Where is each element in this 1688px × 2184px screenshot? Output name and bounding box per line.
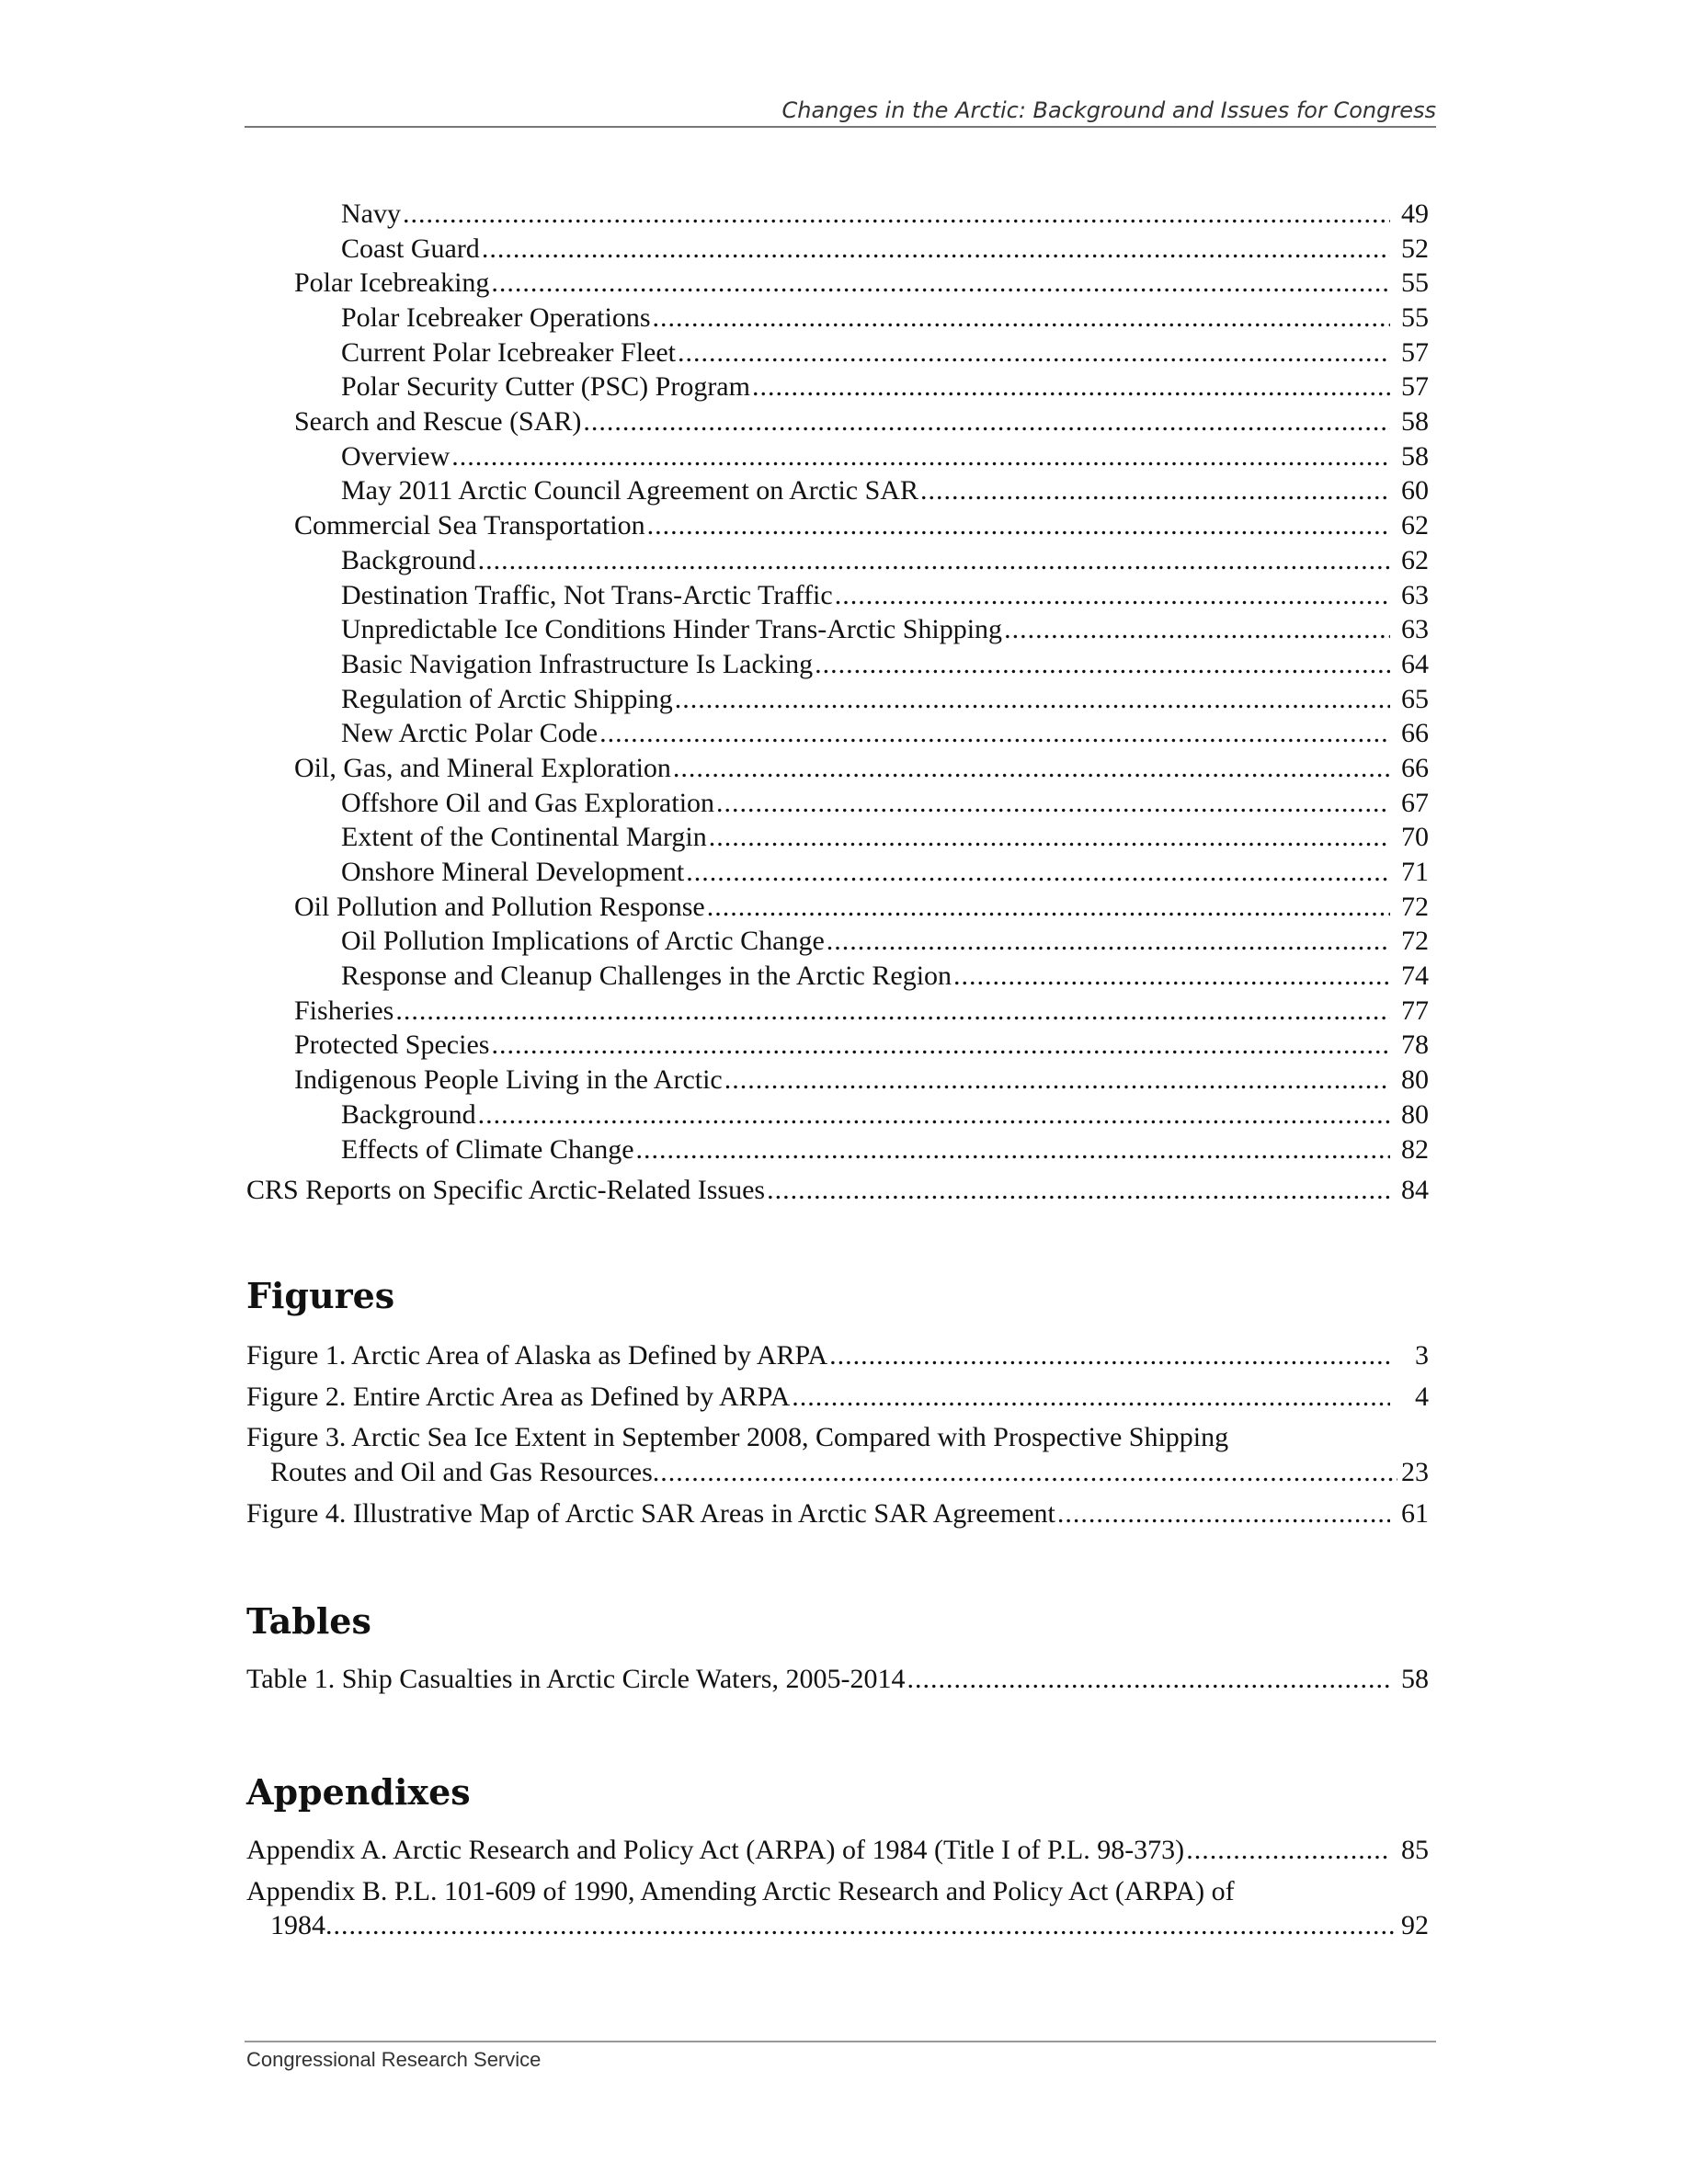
toc-entry-title: Extent of the Continental Margin bbox=[341, 820, 709, 855]
toc-entry[interactable] bbox=[246, 855, 1429, 890]
toc-entry-page: 62 bbox=[1401, 544, 1429, 575]
toc-entry-title-continued: Routes and Oil and Gas Resources bbox=[270, 1457, 653, 1488]
toc-entry-page: 58 bbox=[1401, 1663, 1429, 1694]
dot-leader bbox=[491, 266, 1390, 301]
toc-entry-page: 67 bbox=[1401, 787, 1429, 818]
toc-entry[interactable] bbox=[246, 1098, 1429, 1132]
toc-entry[interactable] bbox=[246, 474, 1429, 509]
toc-entry[interactable] bbox=[246, 1420, 1429, 1489]
dot-leader bbox=[920, 473, 1390, 508]
toc-entry-title: Polar Icebreaker Operations bbox=[341, 301, 653, 336]
toc-entry-page: 78 bbox=[1401, 1029, 1429, 1061]
dot-leader bbox=[678, 336, 1390, 370]
toc-entry-title: Background bbox=[341, 543, 478, 578]
toc-entry-title: Figure 2. Entire Arctic Area as Defined by ARPA bbox=[246, 1380, 792, 1415]
toc-entry-title: May 2011 Arctic Council Agreement on Arctic SAR bbox=[341, 473, 920, 508]
running-header: Changes in the Arctic: Background and Issues for Congress bbox=[781, 97, 1436, 123]
toc-entry[interactable] bbox=[246, 647, 1429, 682]
dot-leader bbox=[395, 994, 1390, 1029]
toc-entry[interactable] bbox=[246, 1662, 1429, 1697]
toc-entry-page: 66 bbox=[1401, 718, 1429, 749]
toc-entry-title: Figure 1. Arctic Area of Alaska as Defined by ARPA bbox=[246, 1338, 829, 1373]
toc-entry-title-continued: 1984 bbox=[270, 1910, 325, 1941]
toc-entry-page: 65 bbox=[1401, 683, 1429, 714]
dot-leader bbox=[767, 1173, 1390, 1208]
toc-entry-title: Basic Navigation Infrastructure Is Lacking bbox=[341, 647, 815, 682]
dot-leader bbox=[491, 1028, 1390, 1063]
toc-entry-title: Offshore Oil and Gas Exploration bbox=[341, 786, 716, 821]
header-rule bbox=[245, 126, 1436, 128]
toc-entry-title: New Arctic Polar Code bbox=[341, 716, 599, 751]
toc-entry-page: 64 bbox=[1401, 648, 1429, 679]
toc-entry-page: 70 bbox=[1401, 822, 1429, 853]
dot-leader bbox=[451, 439, 1390, 474]
toc-entry[interactable] bbox=[246, 612, 1429, 647]
dot-leader bbox=[599, 716, 1390, 751]
toc-entry[interactable] bbox=[246, 1132, 1429, 1167]
dot-leader bbox=[636, 1132, 1390, 1167]
dot-leader bbox=[953, 959, 1390, 994]
dot-leader bbox=[1186, 1833, 1390, 1868]
toc-entry-title: Search and Rescue (SAR) bbox=[294, 404, 583, 439]
dot-leader bbox=[815, 647, 1390, 682]
toc-entry[interactable] bbox=[246, 370, 1429, 404]
toc-entry-title: Commercial Sea Transportation bbox=[294, 508, 647, 543]
toc-entry-page: 82 bbox=[1401, 1133, 1429, 1165]
toc-entry[interactable] bbox=[246, 197, 1429, 232]
toc-entry-title: Destination Traffic, Not Trans-Arctic Traffic bbox=[341, 578, 835, 613]
toc-entry-title: Polar Security Cutter (PSC) Program bbox=[341, 370, 752, 404]
toc-entry[interactable] bbox=[246, 994, 1429, 1029]
toc-entry-page: 72 bbox=[1401, 926, 1429, 957]
contents-list bbox=[246, 197, 1429, 1208]
toc-entry-page: 58 bbox=[1401, 406, 1429, 438]
toc-entry-page: 61 bbox=[1401, 1497, 1429, 1529]
dot-leader bbox=[403, 197, 1390, 232]
toc-entry-page: 55 bbox=[1401, 302, 1429, 334]
toc-entry-page: 49 bbox=[1401, 198, 1429, 229]
toc-entry-page: 80 bbox=[1401, 1064, 1429, 1096]
toc-entry-title: Figure 3. Arctic Sea Ice Extent in September 2008, Compared with Prospective Shipping bbox=[246, 1422, 1229, 1453]
toc-entry[interactable] bbox=[246, 1833, 1429, 1868]
toc-entry-title: Onshore Mineral Development bbox=[341, 855, 686, 890]
dot-leader bbox=[686, 855, 1390, 890]
toc-entry-page: 57 bbox=[1401, 371, 1429, 403]
toc-entry-title: Unpredictable Ice Conditions Hinder Trans-Arctic Shipping bbox=[341, 612, 1004, 647]
toc-entry-title: Figure 4. Illustrative Map of Arctic SAR Areas in Arctic SAR Agreement bbox=[246, 1496, 1057, 1531]
toc-entry-title: Navy bbox=[341, 197, 403, 232]
toc-entry[interactable] bbox=[246, 924, 1429, 959]
toc-entry[interactable] bbox=[246, 959, 1429, 994]
toc-entry[interactable] bbox=[246, 232, 1429, 267]
toc-entry-title: Current Polar Icebreaker Fleet bbox=[341, 336, 678, 370]
toc-entry-page: 57 bbox=[1401, 336, 1429, 368]
toc-entry-page: 60 bbox=[1401, 475, 1429, 506]
toc-entry[interactable] bbox=[246, 820, 1429, 855]
dot-leader bbox=[647, 508, 1390, 543]
toc-entry-page: 3 bbox=[1415, 1339, 1429, 1371]
toc-entry-page: 74 bbox=[1401, 961, 1429, 992]
toc-entry-page: 62 bbox=[1401, 510, 1429, 541]
dot-leader bbox=[653, 1455, 1397, 1490]
dot-leader bbox=[709, 820, 1390, 855]
toc-entry-page: 77 bbox=[1401, 995, 1429, 1026]
toc-entry[interactable] bbox=[246, 751, 1429, 786]
dot-leader bbox=[835, 578, 1390, 613]
dot-leader bbox=[653, 301, 1390, 336]
toc-entry-title: Appendix A. Arctic Research and Policy Act (ARPA) of 1984 (Title I of P.L. 98-373) bbox=[246, 1833, 1186, 1868]
toc-entry[interactable] bbox=[246, 1874, 1429, 1943]
toc-entry-title: Oil, Gas, and Mineral Exploration bbox=[294, 751, 673, 786]
toc-entry-title: Indigenous People Living in the Arctic bbox=[294, 1063, 724, 1098]
toc-entry[interactable] bbox=[246, 578, 1429, 613]
dot-leader bbox=[716, 786, 1390, 821]
dot-leader bbox=[792, 1380, 1390, 1415]
figures-heading: Figures bbox=[246, 1275, 395, 1316]
toc-entry-page: 71 bbox=[1401, 857, 1429, 888]
appendixes-heading: Appendixes bbox=[246, 1771, 471, 1813]
toc-entry-page: 80 bbox=[1401, 1098, 1429, 1130]
toc-entry[interactable] bbox=[246, 1380, 1429, 1415]
toc-entry-page: 85 bbox=[1401, 1834, 1429, 1865]
toc-entry[interactable] bbox=[246, 1338, 1429, 1373]
appendixes-list bbox=[246, 1833, 1429, 1950]
figures-list bbox=[246, 1338, 1429, 1537]
toc-entry-title: Response and Cleanup Challenges in the Arctic Region bbox=[341, 959, 953, 994]
dot-leader bbox=[829, 1338, 1390, 1373]
tables-list bbox=[246, 1662, 1429, 1703]
toc-entry-page: 4 bbox=[1415, 1381, 1429, 1412]
toc-entry[interactable] bbox=[246, 266, 1429, 301]
dot-leader bbox=[325, 1908, 1397, 1943]
dot-leader bbox=[752, 370, 1390, 404]
toc-entry-title: Appendix B. P.L. 101-609 of 1990, Amending Arctic Research and Policy Act (ARPA) of bbox=[246, 1875, 1235, 1906]
dot-leader bbox=[1004, 612, 1390, 647]
toc-entry-title: Oil Pollution Implications of Arctic Change bbox=[341, 924, 827, 959]
toc-entry[interactable] bbox=[246, 301, 1429, 336]
toc-entry-page: 55 bbox=[1401, 267, 1429, 299]
dot-leader bbox=[724, 1063, 1390, 1098]
dot-leader bbox=[1057, 1496, 1390, 1531]
footer-text: Congressional Research Service bbox=[246, 2048, 542, 2071]
toc-entry[interactable] bbox=[246, 508, 1429, 543]
toc-entry-title: Fisheries bbox=[294, 994, 395, 1029]
toc-entry-page: 63 bbox=[1401, 579, 1429, 610]
toc-entry[interactable] bbox=[246, 1029, 1429, 1064]
dot-leader bbox=[707, 890, 1390, 925]
toc-entry-page: 66 bbox=[1401, 752, 1429, 783]
toc-entry-page: 72 bbox=[1401, 891, 1429, 922]
toc-entry-title: Background bbox=[341, 1098, 478, 1132]
toc-entry[interactable] bbox=[246, 1496, 1429, 1531]
toc-entry-title: Overview bbox=[341, 439, 451, 474]
dot-leader bbox=[907, 1662, 1390, 1697]
dot-leader bbox=[482, 232, 1390, 267]
toc-entry-page: 92 bbox=[1401, 1910, 1429, 1941]
toc-entry-page: 52 bbox=[1401, 233, 1429, 264]
toc-entry[interactable] bbox=[246, 716, 1429, 751]
toc-entry-title: Regulation of Arctic Shipping bbox=[341, 682, 675, 717]
toc-entry-title: Polar Icebreaking bbox=[294, 266, 491, 301]
toc-entry[interactable] bbox=[246, 336, 1429, 370]
toc-entry-title: Coast Guard bbox=[341, 232, 482, 267]
toc-entry[interactable] bbox=[246, 1173, 1429, 1208]
toc-entry-title: Effects of Climate Change bbox=[341, 1132, 636, 1167]
toc-entry[interactable] bbox=[246, 439, 1429, 474]
toc-entry-page: 84 bbox=[1401, 1175, 1429, 1206]
toc-entry[interactable] bbox=[246, 890, 1429, 925]
toc-entry[interactable] bbox=[246, 1063, 1429, 1098]
toc-entry-title: CRS Reports on Specific Arctic-Related Issues bbox=[246, 1173, 767, 1208]
dot-leader bbox=[478, 543, 1390, 578]
dot-leader bbox=[673, 751, 1390, 786]
tables-heading: Tables bbox=[246, 1600, 371, 1642]
toc-entry-title: Oil Pollution and Pollution Response bbox=[294, 890, 707, 925]
toc-entry-page: 58 bbox=[1401, 440, 1429, 472]
dot-leader bbox=[583, 404, 1390, 439]
dot-leader bbox=[675, 682, 1390, 717]
toc-entry-page: 23 bbox=[1401, 1457, 1429, 1488]
toc-entry-title: Table 1. Ship Casualties in Arctic Circle Waters, 2005-2014 bbox=[246, 1662, 907, 1697]
footer-rule bbox=[245, 2041, 1436, 2042]
toc-entry[interactable] bbox=[246, 404, 1429, 439]
dot-leader bbox=[827, 924, 1390, 959]
toc-entry[interactable] bbox=[246, 682, 1429, 717]
toc-entry-page: 63 bbox=[1401, 614, 1429, 645]
toc-entry-title: Protected Species bbox=[294, 1028, 491, 1063]
dot-leader bbox=[478, 1098, 1390, 1132]
toc-entry[interactable] bbox=[246, 786, 1429, 821]
toc-entry[interactable] bbox=[246, 543, 1429, 578]
